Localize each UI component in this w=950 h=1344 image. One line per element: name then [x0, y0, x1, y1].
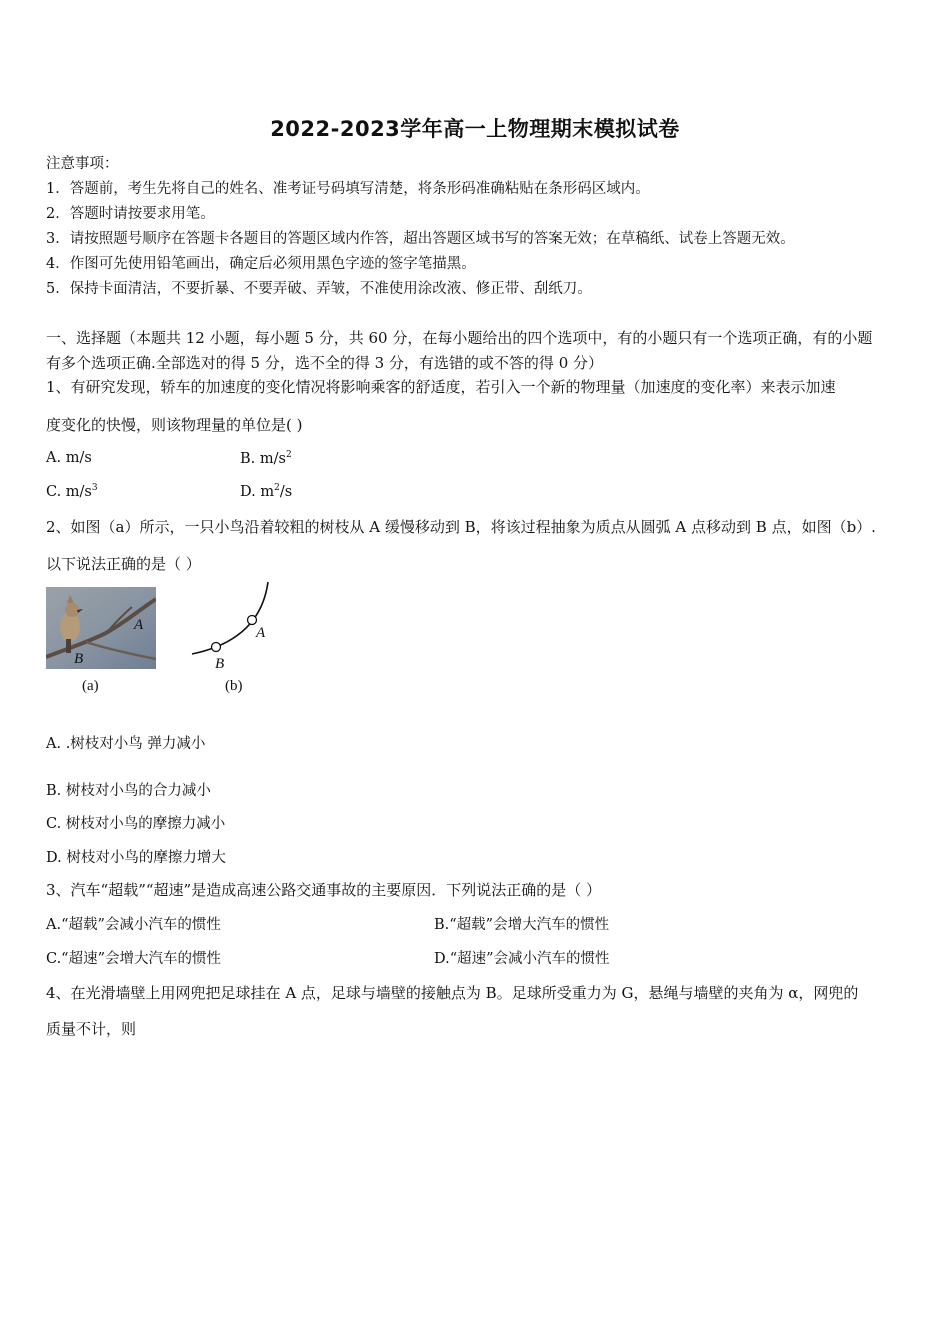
- question-2-stem-cont: 以下说法正确的是（ ）: [46, 555, 201, 573]
- notice-item: 2．答题时请按要求用笔。: [46, 206, 215, 222]
- fig-a-label-a: A: [134, 617, 144, 633]
- notice-item: 5．保持卡面清洁，不要折暴、不要弄破、弄皱，不准使用涂改液、修正带、刮纸刀。: [46, 281, 592, 297]
- q3-option-b: B.“超载”会增大汽车的惯性: [434, 917, 610, 933]
- q3-option-a: A.“超载”会减小汽车的惯性: [46, 917, 221, 933]
- q3-option-c: C.“超速”会增大汽车的惯性: [46, 951, 222, 967]
- section-heading: 一、选择题（本题共 12 小题，每小题 5 分，共 60 分，在每小题给出的四个选项中，有的小题只有一个选项正确，有的小题: [46, 329, 873, 347]
- question-1-stem: 1、有研究发现，轿车的加速度的变化情况将影响乘客的舒适度，若引入一个新的物理量（加速度的变化率）来表示加速: [46, 378, 836, 396]
- q1-option-d: D. $m^2/s$: [240, 483, 293, 500]
- q2-option-c: C. 树枝对小鸟的摩擦力减小: [46, 816, 226, 832]
- fig-b-label-b: B: [215, 656, 225, 672]
- fig-b-caption: (b): [225, 678, 243, 694]
- fig-a-caption: (a): [82, 678, 99, 694]
- bird-photo: [46, 587, 156, 669]
- question-2-stem: 2、如图（a）所示，一只小鸟沿着较粗的树枝从 A 缓慢移动到 B，将该过程抽象为质点从圆弧 A 点移动到 B 点，如图（b）.: [46, 518, 876, 536]
- question-3-stem: 3、汽车“超载”“超速”是造成高速公路交通事故的主要原因．下列说法正确的是（ ）: [46, 881, 601, 899]
- q1-option-c: C. $m/s^3$: [46, 483, 98, 500]
- q2-option-b: B. 树枝对小鸟的合力减小: [46, 783, 211, 799]
- arc-diagram: [188, 580, 278, 672]
- fig-a-label-b: B: [74, 651, 84, 667]
- page-title: 2022-2023学年高一上物理期末模拟试卷: [270, 117, 680, 141]
- notice-item: 1．答题前，考生先将自己的姓名、准考证号码填写清楚，将条形码准确粘贴在条形码区域内。: [46, 181, 650, 197]
- fig-b-label-a: A: [256, 625, 266, 641]
- notice-item: 4．作图可先使用铅笔画出，确定后必须用黑色字迹的签字笔描黑。: [46, 256, 476, 272]
- q2-option-a: A. .树枝对小鸟 弹力减小: [46, 736, 206, 752]
- section-heading-cont: 有多个选项正确.全部选对的得 5 分，选不全的得 3 分，有选错的或不答的得 0 分）: [46, 354, 604, 372]
- q1-option-a: A. m/s: [46, 450, 92, 466]
- question-4-stem: 4、在光滑墙壁上用网兜把足球挂在 A 点，足球与墙壁的接触点为 B。足球所受重力为 G，悬绳与墙壁的夹角为 α，网兜的: [46, 984, 859, 1002]
- q3-option-d: D.“超速”会减小汽车的惯性: [434, 951, 610, 967]
- notice-heading: 注意事项：: [46, 156, 119, 172]
- question-4-stem-cont: 质量不计，则: [46, 1020, 137, 1038]
- q1-option-b: B. $m/s^2$: [240, 450, 292, 467]
- q2-option-d: D. 树枝对小鸟的摩擦力增大: [46, 850, 226, 866]
- notice-item: 3．请按照题号顺序在答题卡各题目的答题区域内作答，超出答题区域书写的答案无效；在草稿纸、试卷上答题无效。: [46, 231, 795, 247]
- question-1-stem-cont: 度变化的快慢，则该物理量的单位是( ): [46, 416, 303, 434]
